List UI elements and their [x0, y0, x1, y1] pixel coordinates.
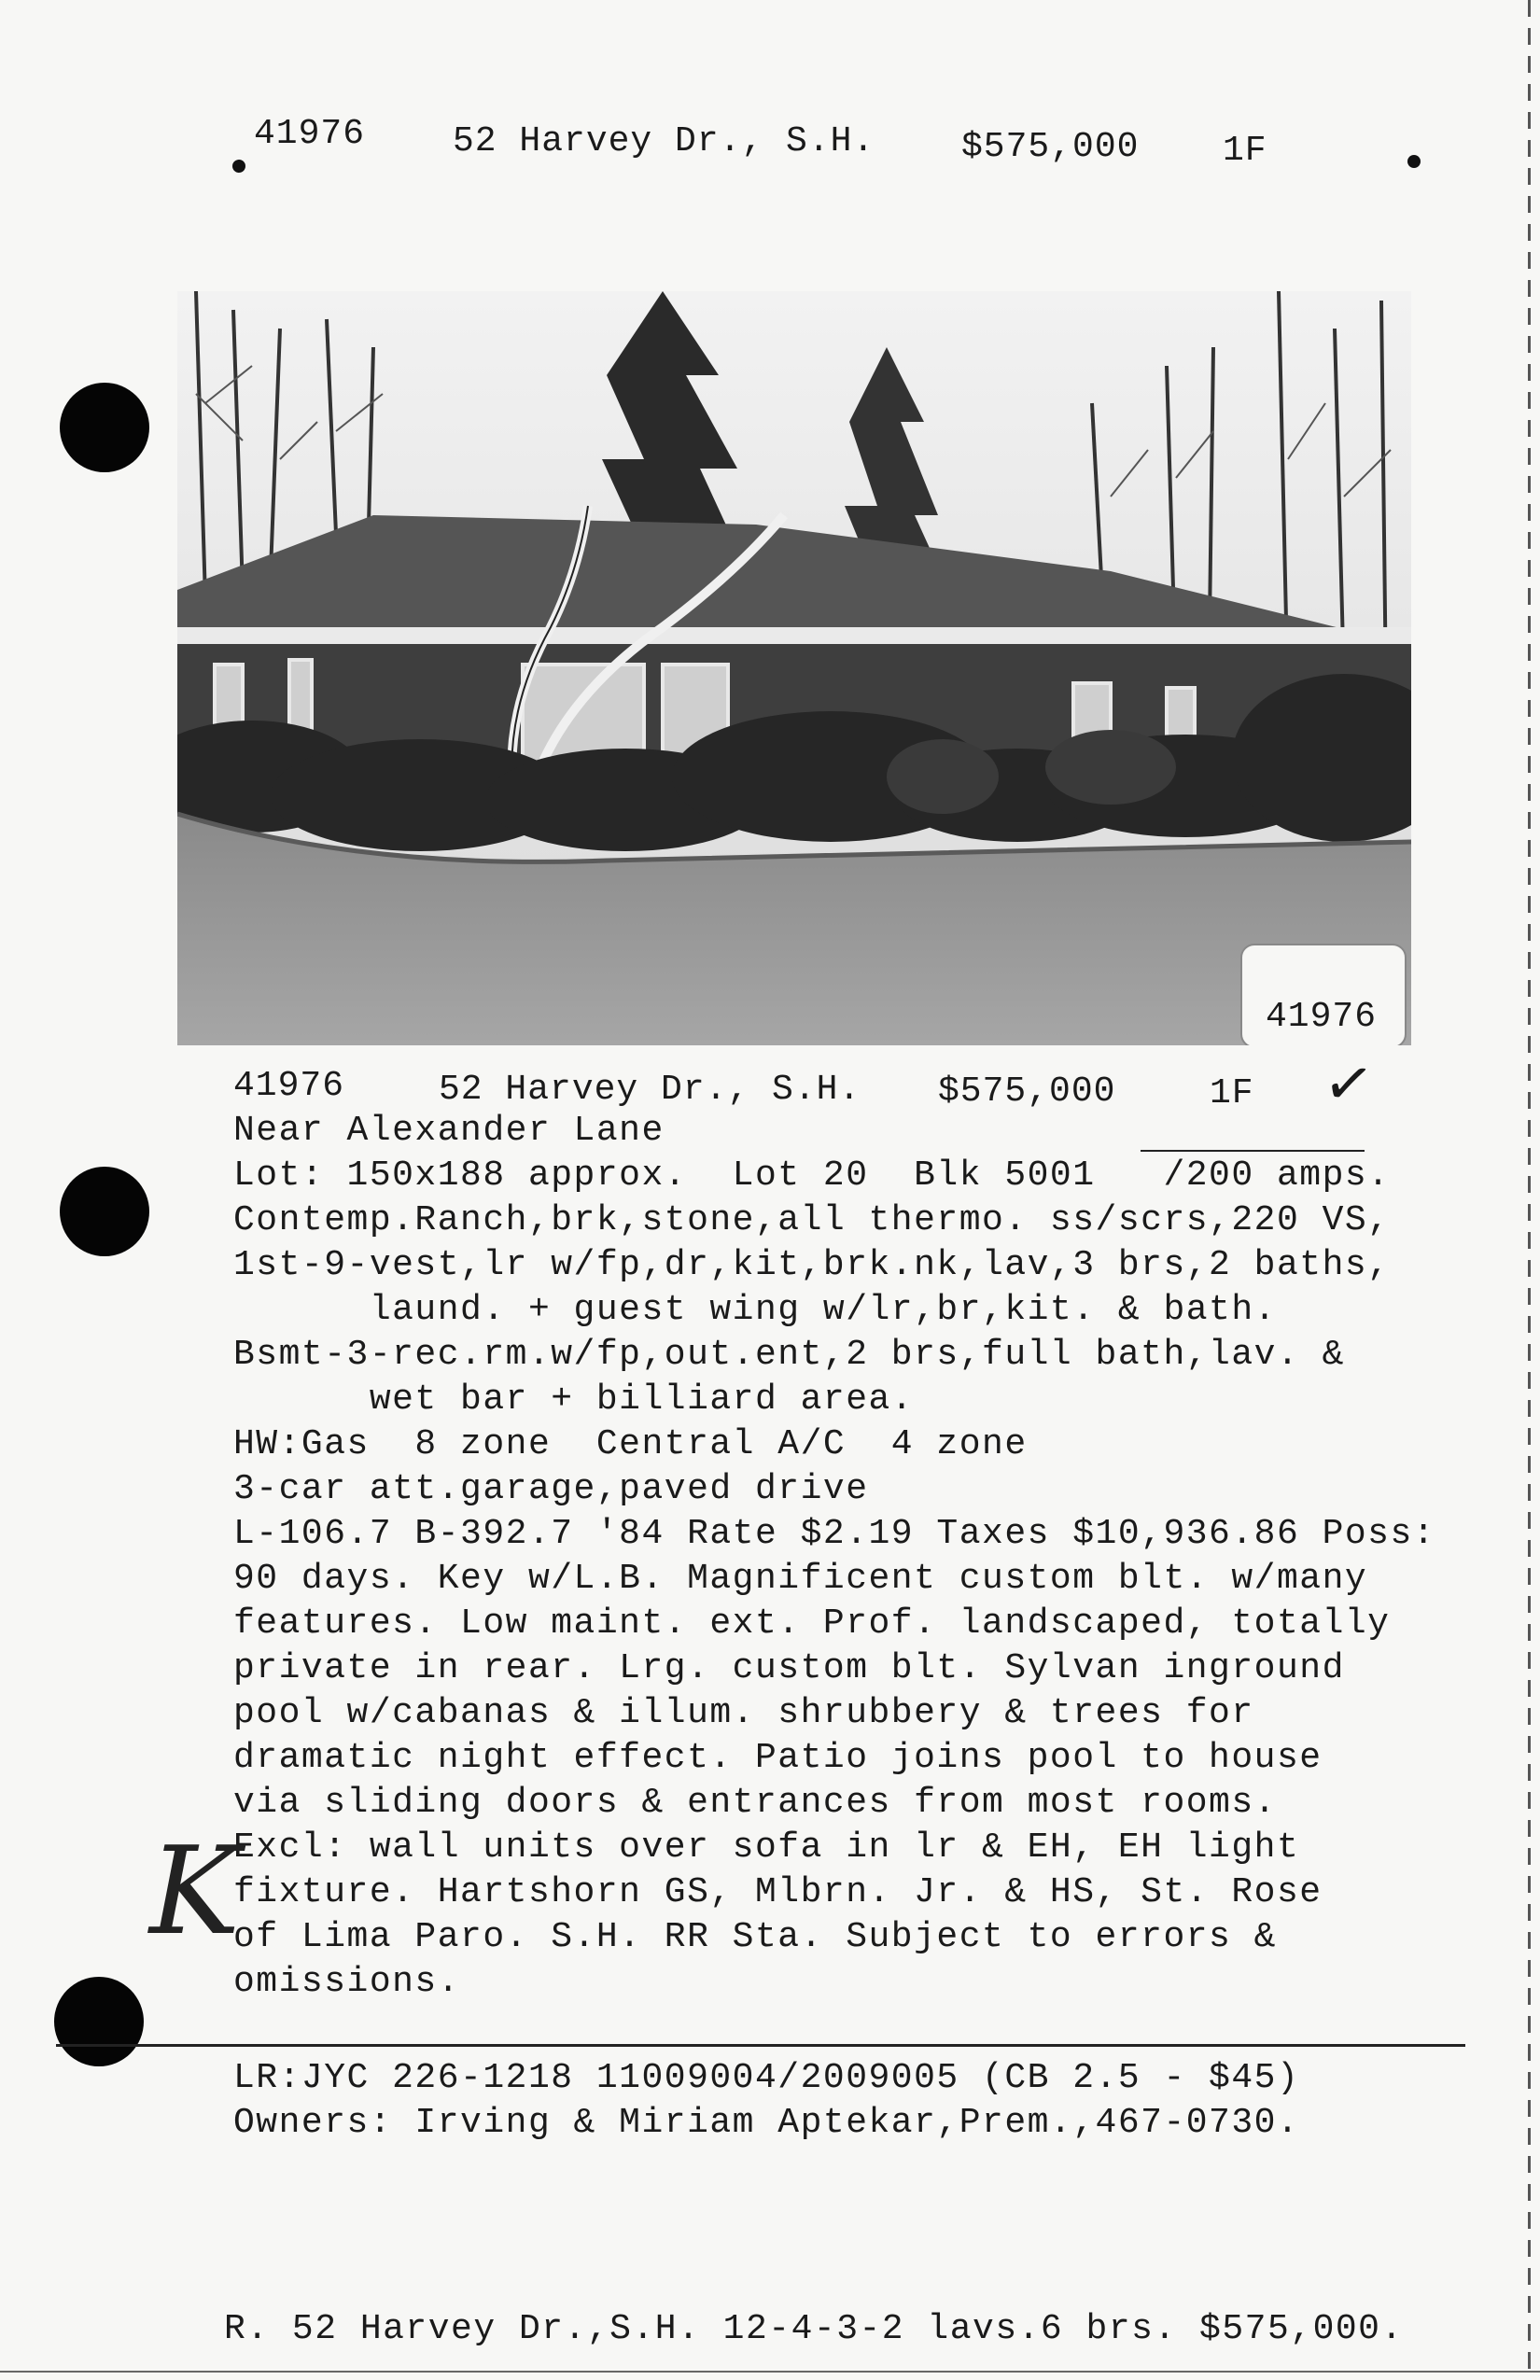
listing-line-18: fixture. Hartshorn GS, Mlbrn. Jr. & HS, St. Rose — [233, 1872, 1323, 1912]
listing-line-14: pool w/cabanas & illum. shrubbery & trees for — [233, 1693, 1254, 1733]
summary-line: R. 52 Harvey Dr.,S.H. 12-4-3-2 lavs.6 brs. $575,000. — [224, 2309, 1404, 2349]
page-edge-perforation — [1528, 0, 1531, 2380]
header-price: $575,000 — [961, 127, 1140, 167]
listing-line-6: Bsmt-3-rec.rm.w/fp,out.ent,2 brs,full bath,lav. & — [233, 1335, 1345, 1375]
listing-line-19: of Lima Paro. S.H. RR Sta. Subject to errors & — [233, 1917, 1277, 1957]
listing-address: 52 Harvey Dr., S.H. — [439, 1070, 861, 1110]
listing-family-type: 1F — [1210, 1073, 1254, 1113]
lr-line: LR:JYC 226-1218 11009004/2009005 (CB 2.5 - $45) — [233, 2058, 1300, 2098]
binder-hole-middle — [60, 1167, 149, 1256]
listing-line-13: private in rear. Lrg. custom blt. Sylvan inground — [233, 1648, 1345, 1688]
bullet-dot-right — [1407, 155, 1421, 168]
listing-line-4: 1st-9-vest,lr w/fp,dr,kit,brk.nk,lav,3 brs,2 baths, — [233, 1245, 1391, 1285]
section-divider — [56, 2044, 1465, 2047]
house-photo-illustration — [177, 291, 1411, 1045]
listing-line-20: omissions. — [233, 1962, 461, 2002]
listing-line-5: laund. + guest wing w/lr,br,kit. & bath. — [233, 1290, 1277, 1330]
header-family-type: 1F — [1223, 131, 1267, 171]
listing-line-17: Excl: wall units over sofa in lr & EH, EH light — [233, 1827, 1300, 1868]
binder-hole-top — [60, 383, 149, 472]
listing-number: 41976 — [233, 1066, 345, 1106]
listing-line-7: wet bar + billiard area. — [233, 1379, 915, 1420]
listing-line-12: features. Low maint. ext. Prof. landscaped, totally — [233, 1603, 1391, 1644]
listing-line-10: L-106.7 B-392.7 '84 Rate $2.19 Taxes $10,936.86 Poss: — [233, 1514, 1436, 1554]
house-photo — [177, 291, 1411, 1045]
owners-line: Owners: Irving & Miriam Aptekar,Prem.,467-0730. — [233, 2103, 1300, 2143]
listing-line-9: 3-car att.garage,paved drive — [233, 1469, 869, 1509]
bullet-dot-left — [232, 160, 245, 173]
listing-price: $575,000 — [938, 1071, 1116, 1112]
listing-line-11: 90 days. Key w/L.B. Magnificent custom blt. w/many — [233, 1559, 1368, 1599]
listing-line-16: via sliding doors & entrances from most rooms. — [233, 1783, 1277, 1823]
listing-line-1: Near Alexander Lane — [233, 1111, 665, 1151]
handwritten-margin-mark: K — [149, 1820, 241, 1962]
header-listing-number: 41976 — [254, 114, 366, 154]
bottom-edge-line — [0, 2371, 1540, 2373]
listing-line-15: dramatic night effect. Patio joins pool to house — [233, 1738, 1323, 1778]
header-address: 52 Harvey Dr., S.H. — [453, 121, 875, 161]
photo-label-tag: 41976 — [1266, 997, 1378, 1037]
binder-hole-bottom — [54, 1977, 144, 2066]
listing-line-8: HW:Gas 8 zone Central A/C 4 zone — [233, 1424, 1028, 1464]
listing-line-2: Lot: 150x188 approx. Lot 20 Blk 5001 /200 amps. — [233, 1155, 1391, 1196]
listing-line-3: Contemp.Ranch,brk,stone,all thermo. ss/scrs,220 VS, — [233, 1200, 1391, 1240]
check-mark: ✓ — [1319, 1046, 1379, 1123]
amps-overline — [1141, 1150, 1365, 1152]
